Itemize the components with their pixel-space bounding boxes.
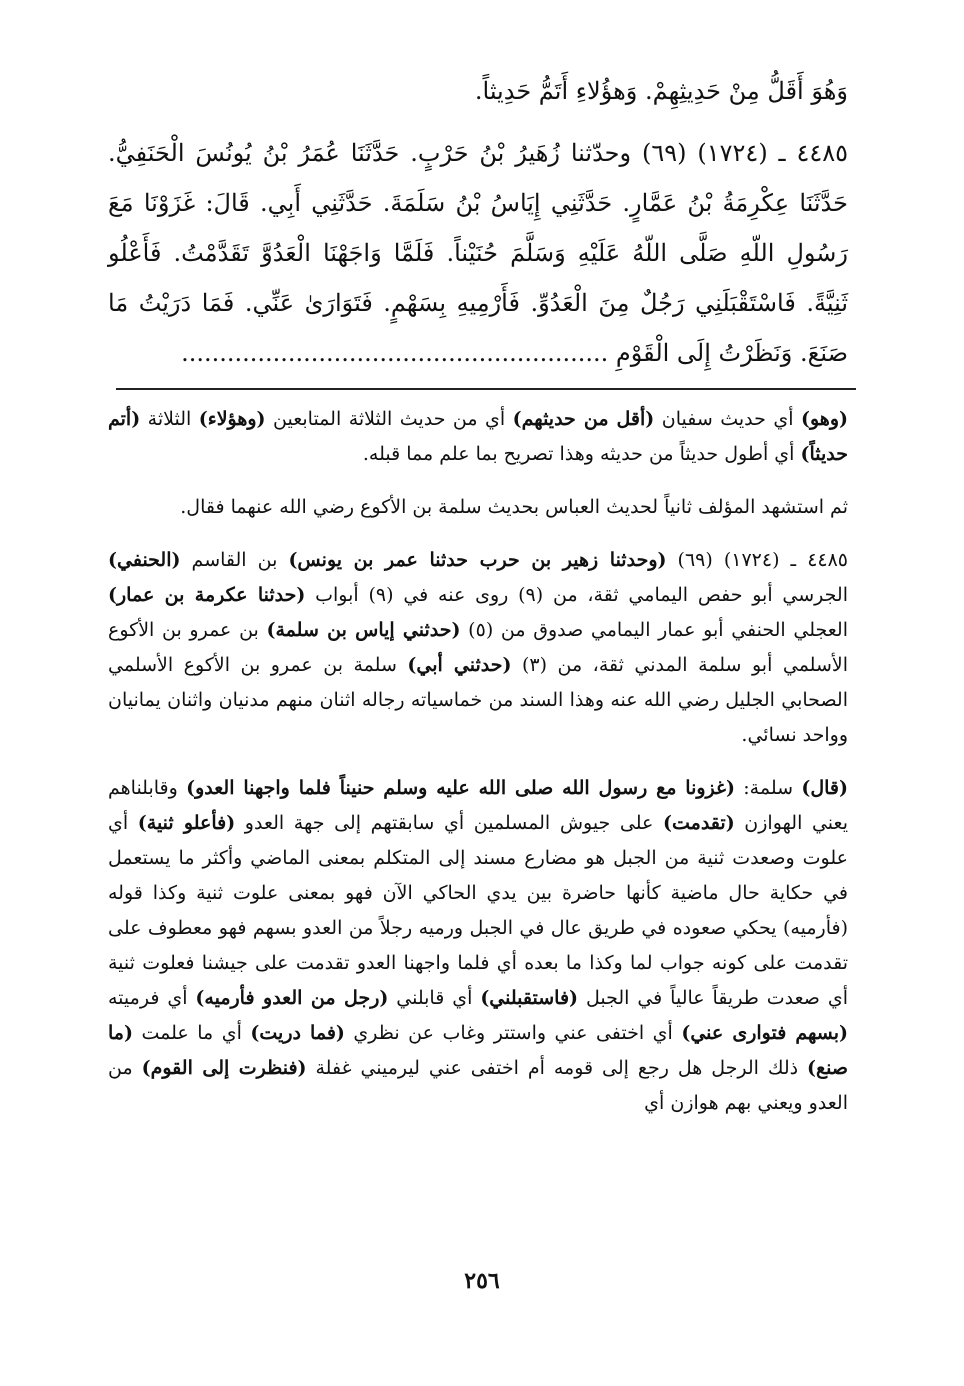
commentary-text bbox=[108, 402, 848, 1139]
commentary-span: أي أطول حديثاً من حديثه وهذا تصريح بما علم مما قبله. bbox=[362, 443, 801, 465]
commentary-span: العجلي الحنفي أبو عمار اليمامي صدوق من (٥) bbox=[460, 619, 849, 641]
hadith-dots: ........................................................ bbox=[181, 339, 609, 367]
commentary-span: أي علوت وصعدت ثنية من الجبل هو مضارع مسند إلى المتكلم بمعنى الماضي وأكثر ما يستعمل في حكاية حال ماضية كأنها حاضرة بين يدي الحاكي الآن فهو بمعنى علوت ثنية وكذا قوله (فأرميه) يحكي صعوده في طريق عال في الجبل ورميه رجلاً من العدو بسهم فهو معطوف على تقدمت على كونه جواب لما وكذا ما بعده أي فلما واجهنا العدو تقدمت على جيشنا فعلوت ثنية أي صعدت طريقاً عالياً في الجبل bbox=[108, 812, 848, 1009]
commentary-span: أي ما علمت bbox=[132, 1022, 251, 1044]
hadith-body: وحدّثنا زُهَيرُ بْنُ حَرْبٍ. حَدَّثَنَا عُمَرُ بْنُ يُونُسَ الْحَنَفِيُّ. حَدَّثَنَا عِكْرِمَةُ بْنُ عَمَّارٍ. حَدَّثَنِي إِيَاسُ بْنُ سَلَمَةَ. حَدَّثَنِي أَبِي. قَالَ: غَزَوْنَا مَعَ رَسُولِ اللّهِ صَلَّى اللّهُ عَلَيْهِ وَسَلَّمَ حُنَيْناً. فَلَمَّا وَاجَهْنَا الْعَدُوَّ تَقَدَّمْتُ. فَأَعْلُو ثَنِيَّةً. فَاسْتَقْبَلَنِي رَجُلٌ مِنَ الْعَدُوِّ. فَأَرْمِيهِ بِسَهْمٍ. فَتَوَارَىٰ عَنِّي. فَمَا دَرَيْتُ مَا صَنَعَ. وَنَظَرْتُ إِلَى الْقَوْمِ bbox=[108, 139, 848, 367]
commentary-span: الثلاثة bbox=[140, 408, 199, 430]
hadith-number-ref: ٤٤٨٥ ـ (١٧٢٤) (٦٩) bbox=[666, 549, 849, 571]
commentary-span: على جيوش المسلمين أي سابقتهم إلى جهة العدو bbox=[235, 812, 663, 834]
quoted-phrase: (غزونا مع رسول الله صلى الله عليه وسلم حنيناً فلما واجهنا العدو) bbox=[186, 777, 735, 799]
quoted-phrase: (فأعلو ثنية) bbox=[137, 812, 236, 834]
commentary-span: أي فرميته bbox=[108, 987, 196, 1009]
quoted-phrase: (تقدمت) bbox=[663, 812, 735, 834]
hadith-number: ٤٤٨٥ ـ (١٧٢٤) (٦٩) bbox=[641, 139, 849, 167]
quoted-phrase: (وهو) bbox=[801, 408, 848, 430]
quoted-phrase: (وهؤلاء) bbox=[198, 408, 266, 430]
commentary-paragraph-2: ثم استشهد المؤلف ثانياً لحديث العباس بحديث سلمة بن الأكوع رضي الله عنهما فقال. bbox=[180, 496, 848, 518]
hadith-text bbox=[108, 66, 848, 378]
page-number: ٢٥٦ bbox=[464, 1268, 500, 1294]
quoted-phrase: (حدثني إياس بن سلمة) bbox=[266, 619, 461, 641]
commentary-span: سلمة بن عمرو بن الأكوع الأسلمي الصحابي الجليل رضي الله عنه وهذا السند من خماسياته رجاله اثنان منهم مدنيان واثنان يمانيان وواحد نسائي. bbox=[108, 654, 848, 746]
commentary-span: سلمة: bbox=[734, 777, 802, 799]
commentary-span: أي اختفى عني واستتر وغاب عن نظري bbox=[344, 1022, 682, 1044]
quoted-phrase: (أقل من حديثهم) bbox=[512, 408, 655, 430]
quoted-phrase: (أتم حديثاً) bbox=[108, 408, 848, 465]
commentary-span: الجرسي أبو حفص اليمامي ثقة، من (٩) روى عنه في (٩) أبواب bbox=[305, 584, 848, 606]
quoted-phrase: (فنظرت إلى القوم) bbox=[141, 1057, 307, 1079]
quoted-phrase: (رجل من العدو فأرميه) bbox=[195, 987, 389, 1009]
quoted-phrase: (الحنفي) bbox=[108, 549, 181, 571]
quoted-phrase: (حدثني أبي) bbox=[407, 654, 512, 676]
hadith-continuation: وَهُوَ أَقَلُّ مِنْ حَدِيثِهِمْ. وَهؤُلاءِ أَتَمُّ حَدِيثاً. bbox=[474, 77, 848, 105]
footnote-divider bbox=[116, 388, 856, 390]
commentary-paragraph-1 bbox=[108, 402, 848, 472]
commentary-span: وقابلناهم يعني الهوازن bbox=[108, 777, 848, 834]
quoted-phrase: (قال) bbox=[801, 777, 848, 799]
commentary-span: ذلك الرجل هل رجع إلى قومه أم اختفى عني ليرميني غفلة bbox=[306, 1057, 808, 1079]
commentary-span: أي حديث سفيان bbox=[654, 408, 801, 430]
commentary-paragraph-4 bbox=[108, 771, 848, 1121]
commentary-span: أي قابلني bbox=[388, 987, 481, 1009]
commentary-span: بن عمرو بن الأكوع الأسلمي أبو سلمة المدني ثقة، من (٣) bbox=[108, 619, 849, 676]
quoted-phrase: (بسهم فتوارى عني) bbox=[681, 1022, 848, 1044]
commentary-span: أي من حديث الثلاثة المتابعين bbox=[265, 408, 513, 430]
quoted-phrase: (فاستقبلني) bbox=[480, 987, 579, 1009]
quoted-phrase: (فما دريت) bbox=[250, 1022, 345, 1044]
commentary-paragraph-3 bbox=[108, 543, 848, 753]
hadith-paragraph bbox=[108, 128, 848, 378]
quoted-phrase: (حدثنا عكرمة بن عمار) bbox=[108, 584, 306, 606]
commentary-span: بن القاسم bbox=[180, 549, 289, 571]
quoted-phrase: (وحدثنا زهير بن حرب حدثنا عمر بن يونس) bbox=[288, 549, 667, 571]
commentary-span: من العدو ويعني بهم هوازن أي bbox=[108, 1057, 848, 1114]
quoted-phrase: (ما صنع) bbox=[108, 1022, 848, 1079]
